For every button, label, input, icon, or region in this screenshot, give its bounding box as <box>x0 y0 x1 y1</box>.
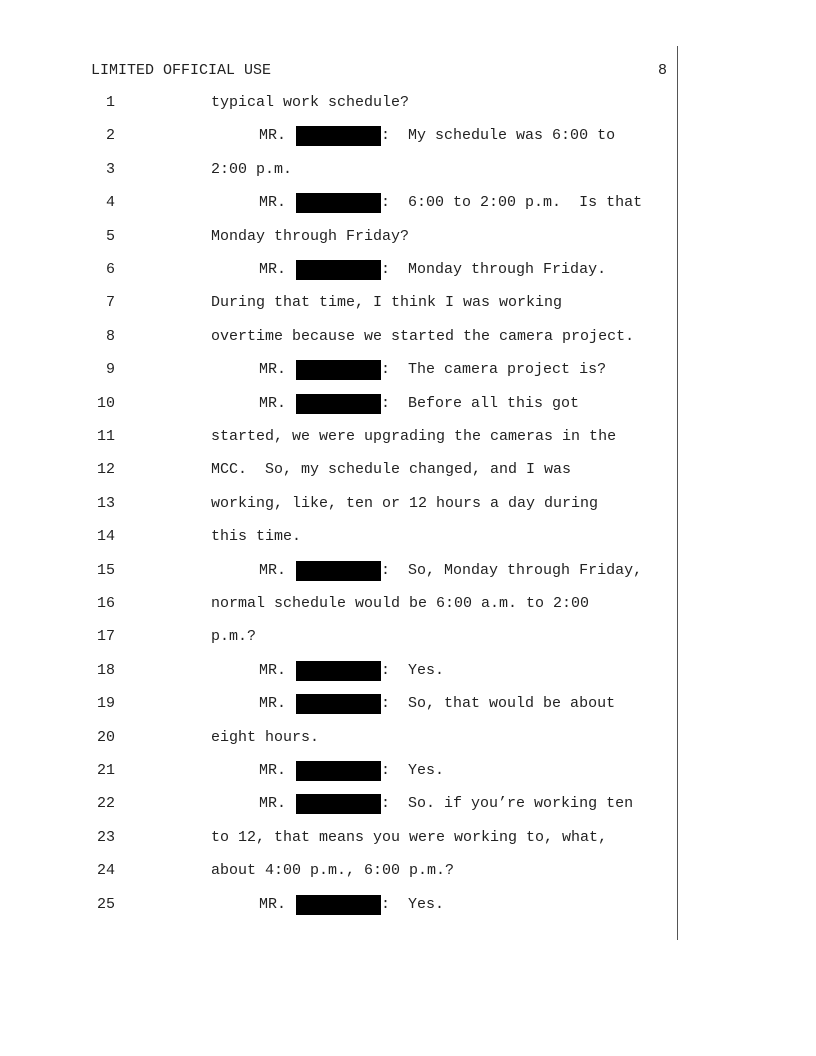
speaker-line <box>259 193 642 213</box>
speaker-text: : So, Monday through Friday, <box>381 562 643 579</box>
line-number: 4 <box>105 194 115 211</box>
line-number: 20 <box>96 729 115 746</box>
transcript-line <box>0 93 816 113</box>
redaction-box <box>296 794 381 814</box>
redaction-box <box>296 193 381 213</box>
speaker-line <box>259 126 615 146</box>
transcript-line <box>0 193 816 213</box>
redaction-box <box>296 661 381 681</box>
speaker-line <box>259 561 642 581</box>
line-number: 22 <box>96 795 115 812</box>
speaker-text: : Before all this got <box>381 395 580 412</box>
transcript-line <box>0 160 816 180</box>
line-text: overtime because we started the camera project. <box>211 328 635 345</box>
transcript-line <box>0 828 816 848</box>
transcript-line <box>0 260 816 280</box>
speaker-text: : Monday through Friday. <box>381 261 607 278</box>
transcript-line <box>0 394 816 414</box>
transcript-line <box>0 427 816 447</box>
transcript-line <box>0 561 816 581</box>
line-text: normal schedule would be 6:00 a.m. to 2:00 <box>211 595 590 612</box>
speaker-line <box>259 794 633 814</box>
speaker-prefix: MR. <box>259 562 287 579</box>
line-number: 15 <box>96 562 115 579</box>
speaker-text: : So, that would be about <box>381 695 616 712</box>
speaker-prefix: MR. <box>259 896 287 913</box>
redaction-box <box>296 360 381 380</box>
transcript-line <box>0 661 816 681</box>
speaker-text: : The camera project is? <box>381 361 607 378</box>
speaker-prefix: MR. <box>259 662 287 679</box>
line-text: this time. <box>211 528 302 545</box>
transcript-line <box>0 494 816 514</box>
line-number: 16 <box>96 595 115 612</box>
speaker-prefix: MR. <box>259 762 287 779</box>
speaker-text: : Yes. <box>381 762 445 779</box>
line-text: MCC. So, my schedule changed, and I was <box>211 461 572 478</box>
line-text: p.m.? <box>211 628 257 645</box>
redaction-box <box>296 561 381 581</box>
speaker-line <box>259 895 444 915</box>
line-number: 2 <box>105 127 115 144</box>
speaker-prefix: MR. <box>259 194 287 211</box>
transcript-line <box>0 126 816 146</box>
redaction-box <box>296 694 381 714</box>
speaker-prefix: MR. <box>259 361 287 378</box>
line-number: 23 <box>96 829 115 846</box>
line-number: 21 <box>96 762 115 779</box>
line-number: 5 <box>105 228 115 245</box>
line-text: eight hours. <box>211 729 320 746</box>
line-number: 19 <box>96 695 115 712</box>
line-number: 1 <box>105 94 115 111</box>
transcript-line <box>0 627 816 647</box>
transcript-line <box>0 861 816 881</box>
speaker-text: : Yes. <box>381 662 445 679</box>
line-number: 3 <box>105 161 115 178</box>
transcript-line <box>0 694 816 714</box>
speaker-prefix: MR. <box>259 261 287 278</box>
line-text: typical work schedule? <box>211 94 410 111</box>
speaker-line <box>259 661 444 681</box>
speaker-prefix: MR. <box>259 795 287 812</box>
transcript-line <box>0 327 816 347</box>
speaker-line <box>259 761 444 781</box>
speaker-prefix: MR. <box>259 127 287 144</box>
line-number: 8 <box>105 328 115 345</box>
line-number: 14 <box>96 528 115 545</box>
transcript-line <box>0 794 816 814</box>
speaker-text: : 6:00 to 2:00 p.m. Is that <box>381 194 643 211</box>
speaker-line <box>259 394 579 414</box>
transcript-line <box>0 527 816 547</box>
line-number: 17 <box>96 628 115 645</box>
speaker-prefix: MR. <box>259 695 287 712</box>
transcript-line <box>0 293 816 313</box>
line-text: started, we were upgrading the cameras in the <box>211 428 617 445</box>
speaker-line <box>259 694 615 714</box>
line-text: working, like, ten or 12 hours a day during <box>211 495 599 512</box>
transcript-line <box>0 728 816 748</box>
page-number: 8 <box>657 62 667 79</box>
line-number: 11 <box>96 428 115 445</box>
speaker-text: : So. if you’re working ten <box>381 795 634 812</box>
line-text: to 12, that means you were working to, what, <box>211 829 608 846</box>
line-number: 24 <box>96 862 115 879</box>
document-header: LIMITED OFFICIAL USE <box>91 62 272 79</box>
transcript-line <box>0 460 816 480</box>
speaker-line <box>259 260 606 280</box>
line-number: 9 <box>105 361 115 378</box>
line-text: about 4:00 p.m., 6:00 p.m.? <box>211 862 455 879</box>
redaction-box <box>296 895 381 915</box>
transcript-line <box>0 761 816 781</box>
line-number: 10 <box>96 395 115 412</box>
speaker-text: : Yes. <box>381 896 445 913</box>
line-number: 18 <box>96 662 115 679</box>
redaction-box <box>296 761 381 781</box>
transcript-line <box>0 360 816 380</box>
line-number: 12 <box>96 461 115 478</box>
line-text: Monday through Friday? <box>211 228 410 245</box>
redaction-box <box>296 260 381 280</box>
transcript-line <box>0 895 816 915</box>
line-number: 7 <box>105 294 115 311</box>
transcript-line <box>0 227 816 247</box>
line-number: 13 <box>96 495 115 512</box>
redaction-box <box>296 394 381 414</box>
speaker-text: : My schedule was 6:00 to <box>381 127 616 144</box>
transcript-line <box>0 594 816 614</box>
speaker-line <box>259 360 606 380</box>
redaction-box <box>296 126 381 146</box>
line-number: 25 <box>96 896 115 913</box>
line-text: 2:00 p.m. <box>211 161 293 178</box>
speaker-prefix: MR. <box>259 395 287 412</box>
line-text: During that time, I think I was working <box>211 294 563 311</box>
line-number: 6 <box>105 261 115 278</box>
